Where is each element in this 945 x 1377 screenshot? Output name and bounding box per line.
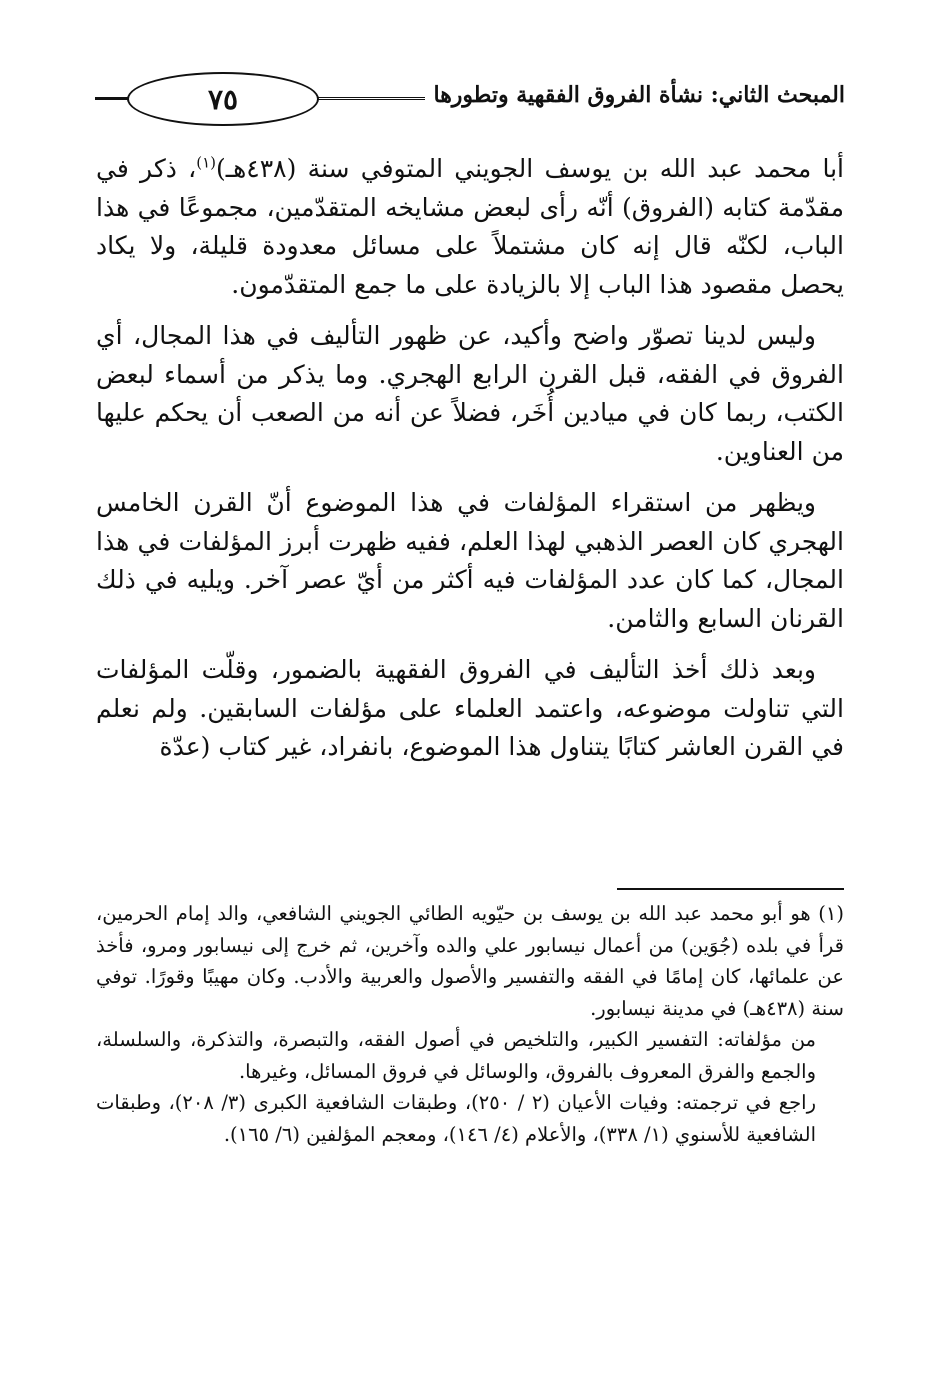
paragraph-1-start: أبا محمد عبد الله بن يوسف الجويني المتوفي سنة (٤٣٨هـ) — [216, 154, 844, 183]
footnote-1-sources: راجع في ترجمته: وفيات الأعيان (٢ / ٢٥٠)، وطبقات الشافعية الكبرى (٣/ ٢٠٨)، وطبقات الشافعية للأسنوي (١/ ٣٣٨)، والأعلام (٤/ ١٤٦)، ومعجم المؤلفين (٦/ ١٦٥). — [96, 1091, 816, 1146]
paragraph-1-rest: ، ذكر في مقدّمة كتابه (الفروق) أنّه رأى لبعض مشايخه المتقدّمين، مجموعًا في هذا الباب، لكنّه قال إنه كان مشتملاً على مسائل معدودة قليلة، ولا يكاد يحصل مقصود هذا الباب إلا بالزيادة على ما جمع المتقدّمون. — [96, 154, 844, 299]
footnote-1-works: من مؤلفاته: التفسير الكبير، والتلخيص في أصول الفقه، والتبصرة، والتذكرة، والسلسلة، والجمع والفرق المعروف بالفروق، والوسائل في فروق المسائل، وغيرها. — [96, 1028, 816, 1083]
main-text — [96, 150, 844, 780]
paragraph-2: وليس لدينا تصوّر واضح وأكيد، عن ظهور التأليف في هذا المجال، أي الفروق في الفقه، قبل القرن الرابع الهجري. وما يذكر من أسماء لبعض الكتب، ربما كان في ميادين أُخَر، فضلاً عن أنه من الصعب أن يحكم عليها من العناوين. — [96, 321, 844, 466]
paragraph-4: وبعد ذلك أخذ التأليف في الفروق الفقهية بالضمور، وقلّت المؤلفات التي تناولت موضوعه، واعتمد العلماء على مؤلفات السابقين. ولم نعلم في القرن العاشر كتابًا يتناول هذا الموضوع، بانفراد، غير كتاب (عدّة — [96, 655, 844, 761]
paragraph-3: ويظهر من استقراء المؤلفات في هذا الموضوع أنّ القرن الخامس الهجري كان العصر الذهبي لهذا العلم، ففيه ظهرت أبرز المؤلفات في هذا المجال، كما كان عدد المؤلفات فيه أكثر من أيّ عصر آخر. ويليه في ذلك القرنان السابع والثامن. — [96, 488, 844, 633]
running-title: المبحث الثاني: نشأة الفروق الفقهية وتطورها — [425, 82, 845, 108]
paragraph-1 — [96, 150, 844, 304]
page-number: ٧٥ — [127, 72, 319, 126]
page-header — [95, 70, 845, 130]
footnote-1-bio: (١) هو أبو محمد عبد الله بن يوسف بن حيّويه الطائي الجويني الشافعي، والد إمام الحرمين، قرأ في بلده (جُوَين) من أعمال نيسابور علي والده وآخرين، ثم خرج إلى نيسابور ومرو، فأخذ عن علمائها، كان إمامًا في الفقه والتفسير والأصول والعربية والأدب. وكان مهيبًا وقورًا. توفي سنة (٤٣٨هـ) في مدينة نيسابور. — [96, 902, 844, 1020]
footnote-reference-1[interactable]: (١) — [196, 153, 217, 172]
footnote-separator — [617, 888, 844, 890]
footnotes — [96, 898, 844, 1150]
